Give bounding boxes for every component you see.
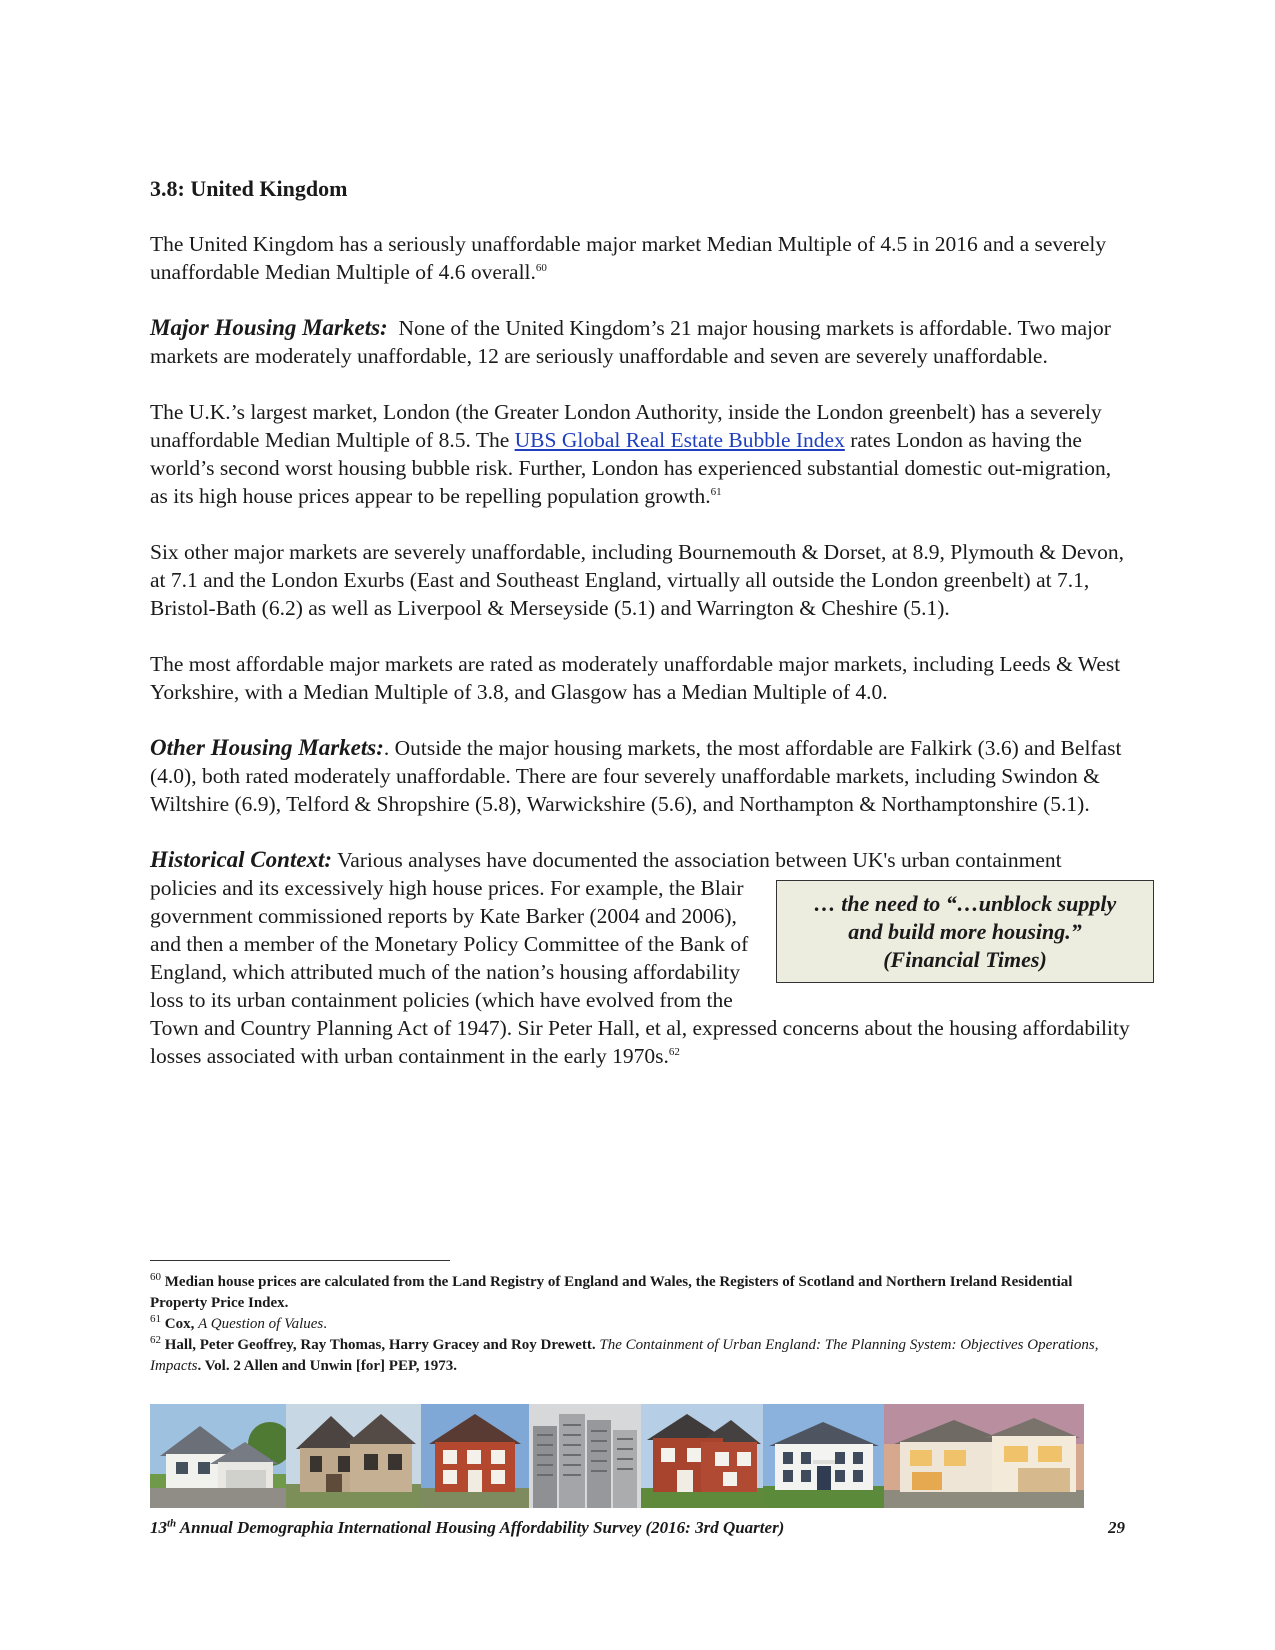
major-markets-paragraph: Major Housing Markets: None of the United Kingdom’s 21 major housing markets is affordable. Two major markets are moderately unaffordable, 12 are seriously unaffordable and seven are severely unaffordable. [150, 315, 1111, 368]
footnote-60: $^{60}$ Median house prices are calculated from the Land Registry of England and Wales, the Registers of Scotland and Northern Ireland Residential Property Price Index. [150, 1271, 1073, 1311]
house-photo-mansion [286, 1404, 421, 1508]
pull-quote-callout [776, 880, 1154, 983]
historical-context-text-continued: For example, the Blair government commissioned reports by Kate Barker (2004 and 2006), and then a member of the Monetary Policy Committee of the Bank of England, which attributed much of the nation’s housing affordability loss to its urban containment policies (which have evolved from the Town and Country Planning Act of 1947). Sir Peter Hall, et al, expressed concerns about the housing affordability losses associated with urban containment in the early 1970s. [150, 876, 1130, 1068]
historical-context-paragraph: Historical Context: Various analyses have documented the association between UK's urban containment policies and its excessively high house prices. … the need to “…unblock supply and build more housing.” (Financial Times) For example, the Blair government commissioned reports by Kate Barker (2004 and 2006), and then a member of the Monetary Policy Committee of the Bank of England, which attributed much of the nation’s housing affordability loss to its urban containment policies (which have evolved from the Town and Country Planning Act of 1947). Sir Peter Hall, et al, expressed concerns about the housing affordability losses associated with urban containment in the early 1970s.$^{62}$ [150, 846, 1130, 1070]
intro-paragraph: The United Kingdom has a seriously unaffordable major market Median Multiple of 4.5 in 2016 and a severely unaffordable Median Multiple of 4.6 overall.$^{60}$ [150, 232, 1107, 284]
london-paragraph: The U.K.’s largest market, London (the Greater London Authority, inside the London greenbelt) has a severely unaffordable Median Multiple of 8.5. The UBS Global Real Estate Bubble Index rates London as having the world’s second worst housing bubble risk. Further, London has experienced substantial domestic out-migration, as its high house prices appear to be repelling population growth.$^{61}$ [150, 400, 1112, 508]
other-markets-paragraph: Other Housing Markets:. Outside the major housing markets, the most affordable are Falkirk (3.6) and Belfast (4.0), both rated moderately unaffordable. There are four severely unaffordable markets, including Swindon & Wiltshire (6.9), Telford & Shropshire (5.8), Warwickshire (5.6), and Northampton & Northamptonshire (5.1). [150, 735, 1122, 816]
house-photo-towers [529, 1404, 641, 1508]
house-photo-brick-two-storey [641, 1404, 763, 1508]
house-photo-red-brick [421, 1404, 529, 1508]
historical-context-label: Historical Context: [150, 847, 333, 872]
footnotes [150, 1272, 1130, 1377]
page-footer [150, 1518, 1125, 1538]
house-photo-modern-dusk [884, 1404, 1084, 1508]
ubs-bubble-index-link[interactable]: UBS Global Real Estate Bubble Index [514, 428, 845, 452]
major-markets-label: Major Housing Markets: [150, 315, 388, 340]
footnote-ref-60[interactable]: 60 [535, 261, 547, 274]
footnote-separator [150, 1260, 450, 1261]
footnote-61: $^{61}$ Cox, A Question of Values. [150, 1313, 327, 1332]
most-affordable-paragraph: The most affordable major markets are rated as moderately unaffordable major markets, including Leeds & West Yorkshire, with a Median Multiple of 3.8, and Glasgow has a Median Multiple of 4.0. [150, 652, 1121, 704]
callout-line1: … the need to “…unblock supply [813, 891, 1117, 916]
footer-title: 13th Annual Demographia International Housing Affordability Survey (2016: 3rd Quarter) [150, 1517, 785, 1537]
six-other-markets-paragraph: Six other major markets are severely unaffordable, including Bournemouth & Dorset, at 8.9, Plymouth & Devon, at 7.1 and the London Exurbs (East and Southeast England, virtually all outside the London greenbelt) at 7.1, Bristol-Bath (6.2) as well as Liverpool & Merseyside (5.1) and Warrington & Cheshire (5.1). [150, 540, 1125, 620]
house-photo-strip [150, 1404, 1126, 1508]
section-title: 3.8: United Kingdom [150, 176, 348, 201]
callout-line2: and build more housing.” [848, 919, 1082, 944]
house-photo-suburban [150, 1404, 286, 1508]
other-markets-label: Other Housing Markets: [150, 735, 384, 760]
footnote-ref-62[interactable]: 62 [668, 1045, 680, 1058]
house-photo-colonial [763, 1404, 884, 1508]
main-content [150, 176, 1130, 1098]
footnote-62: $^{62}$ Hall, Peter Geoffrey, Ray Thomas, Harry Gracey and Roy Drewett. The Containment of Urban England: The Planning System: Objectives Operations, Impacts. Vol. 2 Allen and Unwin [for] PEP, 1973. [150, 1334, 1099, 1374]
callout-line3: (Financial Times) [883, 947, 1047, 972]
page-number: 29 [1108, 1518, 1125, 1537]
footnote-ref-61[interactable]: 61 [710, 485, 722, 498]
